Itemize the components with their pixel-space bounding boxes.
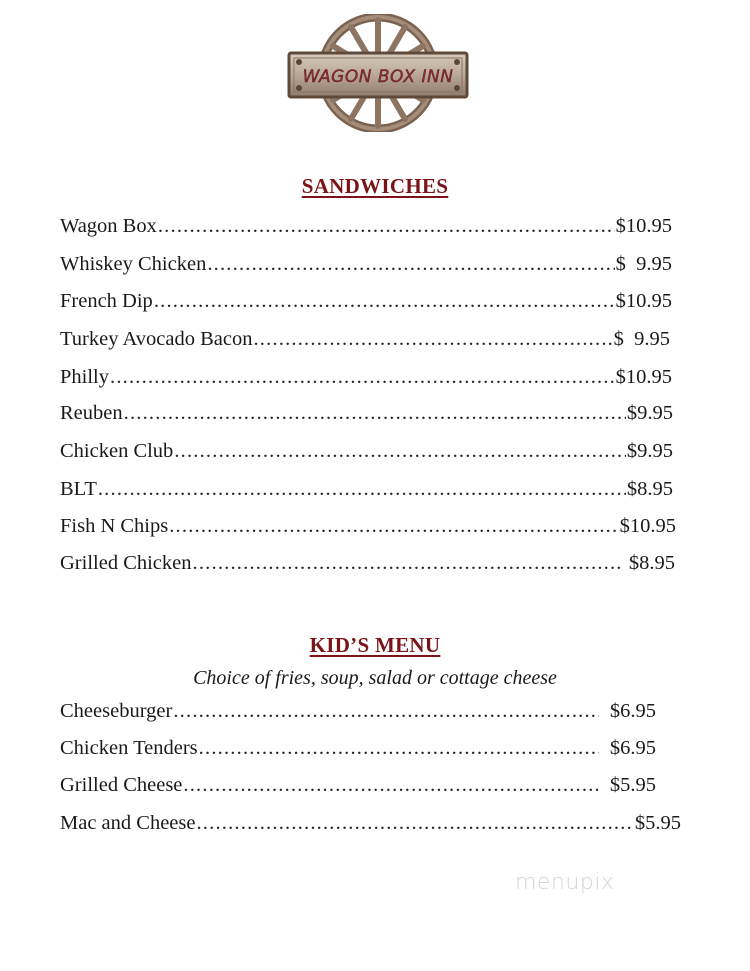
item-price: $8.95 (623, 552, 675, 574)
item-price: $10.95 (615, 215, 672, 237)
svg-text:WAGON BOX INN: WAGON BOX INN (302, 67, 454, 87)
item-name: Grilled Cheese (60, 774, 183, 796)
item-name: Fish N Chips (60, 515, 169, 537)
dot-leader (253, 328, 612, 351)
item-price: $10.95 (619, 515, 676, 537)
item-price: $5.95 (599, 774, 656, 796)
menu-item-whiskey-chicken (60, 253, 672, 279)
item-name: Chicken Tenders (60, 737, 198, 759)
dot-leader (207, 253, 614, 276)
menu-item-grilled-cheese (60, 774, 656, 800)
menu-item-blt (60, 478, 673, 504)
item-name: Wagon Box (60, 215, 157, 237)
item-name: Chicken Club (60, 440, 174, 462)
menu-item-philly (60, 366, 672, 392)
item-name: BLT (60, 478, 97, 500)
item-name: Mac and Cheese (60, 812, 196, 834)
dot-leader (174, 440, 626, 463)
menu-item-cheeseburger (60, 700, 656, 726)
menu-item-reuben (60, 402, 673, 428)
dot-leader (98, 478, 626, 501)
item-name: Philly (60, 366, 109, 388)
dot-leader (193, 552, 623, 575)
item-price: $8.95 (626, 478, 673, 500)
menu-item-french-dip (60, 290, 672, 316)
item-price: $6.95 (599, 700, 656, 722)
item-name: Cheeseburger (60, 700, 173, 722)
item-name: Grilled Chicken (60, 552, 192, 574)
menu-item-mac-and-cheese (60, 812, 681, 838)
kids-menu-subtitle: Choice of fries, soup, salad or cottage cheese (193, 667, 557, 689)
dot-leader (154, 290, 615, 313)
dot-leader (110, 366, 615, 389)
dot-leader (124, 402, 626, 425)
menupix-watermark: menupix (515, 870, 615, 895)
menu-item-grilled-chicken (60, 552, 675, 578)
dot-leader (173, 700, 598, 723)
dot-leader (196, 812, 633, 835)
menu-item-wagon-box (60, 215, 672, 241)
menu-item-chicken-club (60, 440, 673, 466)
item-price: $5.95 (634, 812, 681, 834)
item-price: $10.95 (615, 290, 672, 312)
sandwiches-heading: SANDWICHES (301, 174, 449, 198)
item-price: $ 9.95 (613, 328, 670, 350)
kids-menu-heading: KID’S MENU (309, 633, 441, 657)
dot-leader (199, 737, 599, 760)
item-price: $10.95 (615, 366, 672, 388)
item-price: $6.95 (599, 737, 656, 759)
dot-leader (158, 215, 615, 238)
menu-item-fish-n-chips (60, 515, 676, 541)
item-price: $9.95 (626, 402, 673, 424)
dot-leader (183, 774, 598, 797)
item-name: Reuben (60, 402, 123, 424)
dot-leader (169, 515, 618, 538)
wagon-box-inn-logo (287, 14, 469, 132)
item-name: French Dip (60, 290, 153, 312)
item-name: Turkey Avocado Bacon (60, 328, 253, 350)
item-name: Whiskey Chicken (60, 253, 207, 275)
item-price: $9.95 (626, 440, 673, 462)
wagon-wheel-icon (287, 14, 469, 132)
menu-item-chicken-tenders (60, 737, 656, 763)
menu-item-turkey-avocado-bacon (60, 328, 670, 354)
item-price: $ 9.95 (615, 253, 672, 275)
